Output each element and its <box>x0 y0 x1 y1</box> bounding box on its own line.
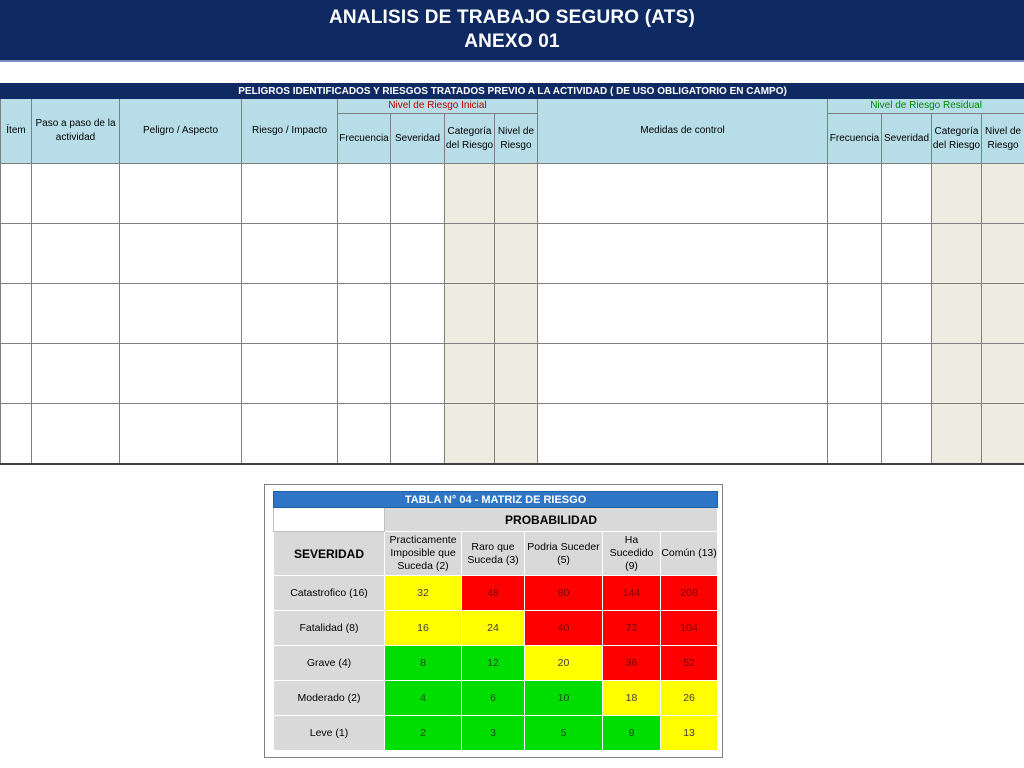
table-cell[interactable] <box>495 404 538 464</box>
matrix-row <box>274 611 718 646</box>
table-cell[interactable] <box>120 344 242 404</box>
table-cell[interactable] <box>242 284 338 344</box>
col-header-paso: Paso a paso de la actividad <box>32 99 120 164</box>
table-cell[interactable] <box>828 224 882 284</box>
matrix-cell: 5 <box>525 716 603 751</box>
probability-header: PROBABILIDAD <box>385 508 718 532</box>
matrix-cell: 40 <box>525 611 603 646</box>
table-cell[interactable] <box>882 284 932 344</box>
matrix-cell: 6 <box>462 681 525 716</box>
table-cell[interactable] <box>932 224 982 284</box>
table-row <box>1 164 1024 224</box>
matrix-cell: 4 <box>385 681 462 716</box>
table-cell[interactable] <box>32 164 120 224</box>
table-row <box>1 284 1024 344</box>
table-cell[interactable] <box>538 404 828 464</box>
table-cell[interactable] <box>1 404 32 464</box>
table-cell[interactable] <box>828 404 882 464</box>
table-cell[interactable] <box>338 224 391 284</box>
table-cell[interactable] <box>882 164 932 224</box>
table-cell[interactable] <box>538 164 828 224</box>
table-cell[interactable] <box>495 344 538 404</box>
matrix-row <box>274 716 718 751</box>
probability-column-header: Ha Sucedido (9) <box>603 532 661 576</box>
table-cell[interactable] <box>120 284 242 344</box>
table-cell[interactable] <box>120 404 242 464</box>
risk-matrix <box>273 491 718 751</box>
matrix-row <box>274 646 718 681</box>
table-cell[interactable] <box>538 224 828 284</box>
table-cell[interactable] <box>120 164 242 224</box>
table-cell[interactable] <box>32 284 120 344</box>
severity-label: Fatalidad (8) <box>274 611 385 646</box>
table-cell[interactable] <box>1 164 32 224</box>
col-header-peligro: Peligro / Aspecto <box>120 99 242 164</box>
matrix-cell: 8 <box>385 646 462 681</box>
matrix-cell: 80 <box>525 576 603 611</box>
severity-label: Grave (4) <box>274 646 385 681</box>
table-cell[interactable] <box>828 284 882 344</box>
col-header-medidas: Medidas de control <box>538 99 828 164</box>
matrix-cell: 72 <box>603 611 661 646</box>
col-header-riesgo: Riesgo / Impacto <box>242 99 338 164</box>
probability-column-header: Común (13) <box>661 532 718 576</box>
severity-header: SEVERIDAD <box>274 532 385 576</box>
table-cell[interactable] <box>982 344 1024 404</box>
ini-frecuencia-header: Frecuencia <box>338 114 391 164</box>
table-cell[interactable] <box>982 404 1024 464</box>
table-cell[interactable] <box>932 344 982 404</box>
matrix-cell: 48 <box>462 576 525 611</box>
table-cell[interactable] <box>338 284 391 344</box>
probability-column-header: Practicamente Imposible que Suceda (2) <box>385 532 462 576</box>
matrix-title: TABLA N° 04 - MATRIZ DE RIESGO <box>274 492 718 508</box>
table-cell[interactable] <box>445 164 495 224</box>
ats-table <box>0 83 1024 465</box>
table-cell[interactable] <box>538 284 828 344</box>
matrix-corner <box>274 508 385 532</box>
table-cell[interactable] <box>338 404 391 464</box>
severity-label: Leve (1) <box>274 716 385 751</box>
table-cell[interactable] <box>1 224 32 284</box>
table-cell[interactable] <box>982 224 1024 284</box>
title-banner <box>0 0 1024 62</box>
table-cell[interactable] <box>445 284 495 344</box>
matrix-cell: 16 <box>385 611 462 646</box>
table-cell[interactable] <box>338 344 391 404</box>
table-row <box>1 344 1024 404</box>
table-cell[interactable] <box>242 344 338 404</box>
matrix-cell: 26 <box>661 681 718 716</box>
res-severidad-header: Severidad <box>882 114 932 164</box>
table-row <box>1 224 1024 284</box>
table-cell[interactable] <box>242 164 338 224</box>
table-cell[interactable] <box>1 284 32 344</box>
matrix-cell: 13 <box>661 716 718 751</box>
table-cell[interactable] <box>882 404 932 464</box>
matrix-cell: 12 <box>462 646 525 681</box>
table-cell[interactable] <box>828 344 882 404</box>
table-cell[interactable] <box>495 164 538 224</box>
table-cell[interactable] <box>120 224 242 284</box>
matrix-cell: 104 <box>661 611 718 646</box>
matrix-cell: 144 <box>603 576 661 611</box>
table-cell[interactable] <box>32 344 120 404</box>
table-cell[interactable] <box>32 224 120 284</box>
matrix-cell: 3 <box>462 716 525 751</box>
col-header-item: Ítem <box>1 99 32 164</box>
matrix-cell: 18 <box>603 681 661 716</box>
matrix-cell: 32 <box>385 576 462 611</box>
matrix-cell: 24 <box>462 611 525 646</box>
matrix-cell: 208 <box>661 576 718 611</box>
table-cell[interactable] <box>391 404 445 464</box>
ats-table-body <box>1 164 1024 464</box>
matrix-cell: 20 <box>525 646 603 681</box>
res-nivel-header: Nivel de Riesgo <box>982 114 1024 164</box>
matrix-cell: 2 <box>385 716 462 751</box>
matrix-cell: 36 <box>603 646 661 681</box>
probability-column-header: Raro que Suceda (3) <box>462 532 525 576</box>
table-cell[interactable] <box>391 224 445 284</box>
table-cell[interactable] <box>982 164 1024 224</box>
table-cell[interactable] <box>32 404 120 464</box>
table-cell[interactable] <box>445 344 495 404</box>
risk-matrix-frame <box>264 484 723 758</box>
nivel-residual-header: Nivel de Riesgo Residual <box>828 99 1024 114</box>
table-cell[interactable] <box>242 404 338 464</box>
table-cell[interactable] <box>538 344 828 404</box>
matrix-cell: 9 <box>603 716 661 751</box>
table-cell[interactable] <box>1 344 32 404</box>
table-cell[interactable] <box>338 164 391 224</box>
matrix-cell: 52 <box>661 646 718 681</box>
table-cell[interactable] <box>932 284 982 344</box>
matrix-row <box>274 681 718 716</box>
table-cell[interactable] <box>495 284 538 344</box>
table-cell[interactable] <box>882 224 932 284</box>
severity-label: Catastrofico (16) <box>274 576 385 611</box>
table-cell[interactable] <box>882 344 932 404</box>
table-cell[interactable] <box>242 224 338 284</box>
ini-categoria-header: Categoría del Riesgo <box>445 114 495 164</box>
res-frecuencia-header: Frecuencia <box>828 114 882 164</box>
page-title: ANALISIS DE TRABAJO SEGURO (ATS) <box>328 7 695 28</box>
matrix-cell: 10 <box>525 681 603 716</box>
severity-label: Moderado (2) <box>274 681 385 716</box>
ini-nivel-header: Nivel de Riesgo <box>495 114 538 164</box>
probability-column-header: Podria Suceder (5) <box>525 532 603 576</box>
table-cell[interactable] <box>982 284 1024 344</box>
table-cell[interactable] <box>445 404 495 464</box>
table-cell[interactable] <box>495 224 538 284</box>
table-row <box>1 404 1024 464</box>
table-cell[interactable] <box>932 404 982 464</box>
page-subtitle: ANEXO 01 <box>464 31 560 52</box>
ats-main-header: PELIGROS IDENTIFICADOS Y RIESGOS TRATADOS PREVIO A LA ACTIVIDAD ( DE USO OBLIGATORIO EN CAMPO) <box>1 84 1024 99</box>
res-categoria-header: Categoría del Riesgo <box>932 114 982 164</box>
table-cell[interactable] <box>391 164 445 224</box>
nivel-inicial-header: Nivel de Riesgo Inicial <box>338 99 538 114</box>
ini-severidad-header: Severidad <box>391 114 445 164</box>
table-cell[interactable] <box>391 344 445 404</box>
table-cell[interactable] <box>445 224 495 284</box>
matrix-row <box>274 576 718 611</box>
table-cell[interactable] <box>828 164 882 224</box>
table-cell[interactable] <box>932 164 982 224</box>
table-cell[interactable] <box>391 284 445 344</box>
